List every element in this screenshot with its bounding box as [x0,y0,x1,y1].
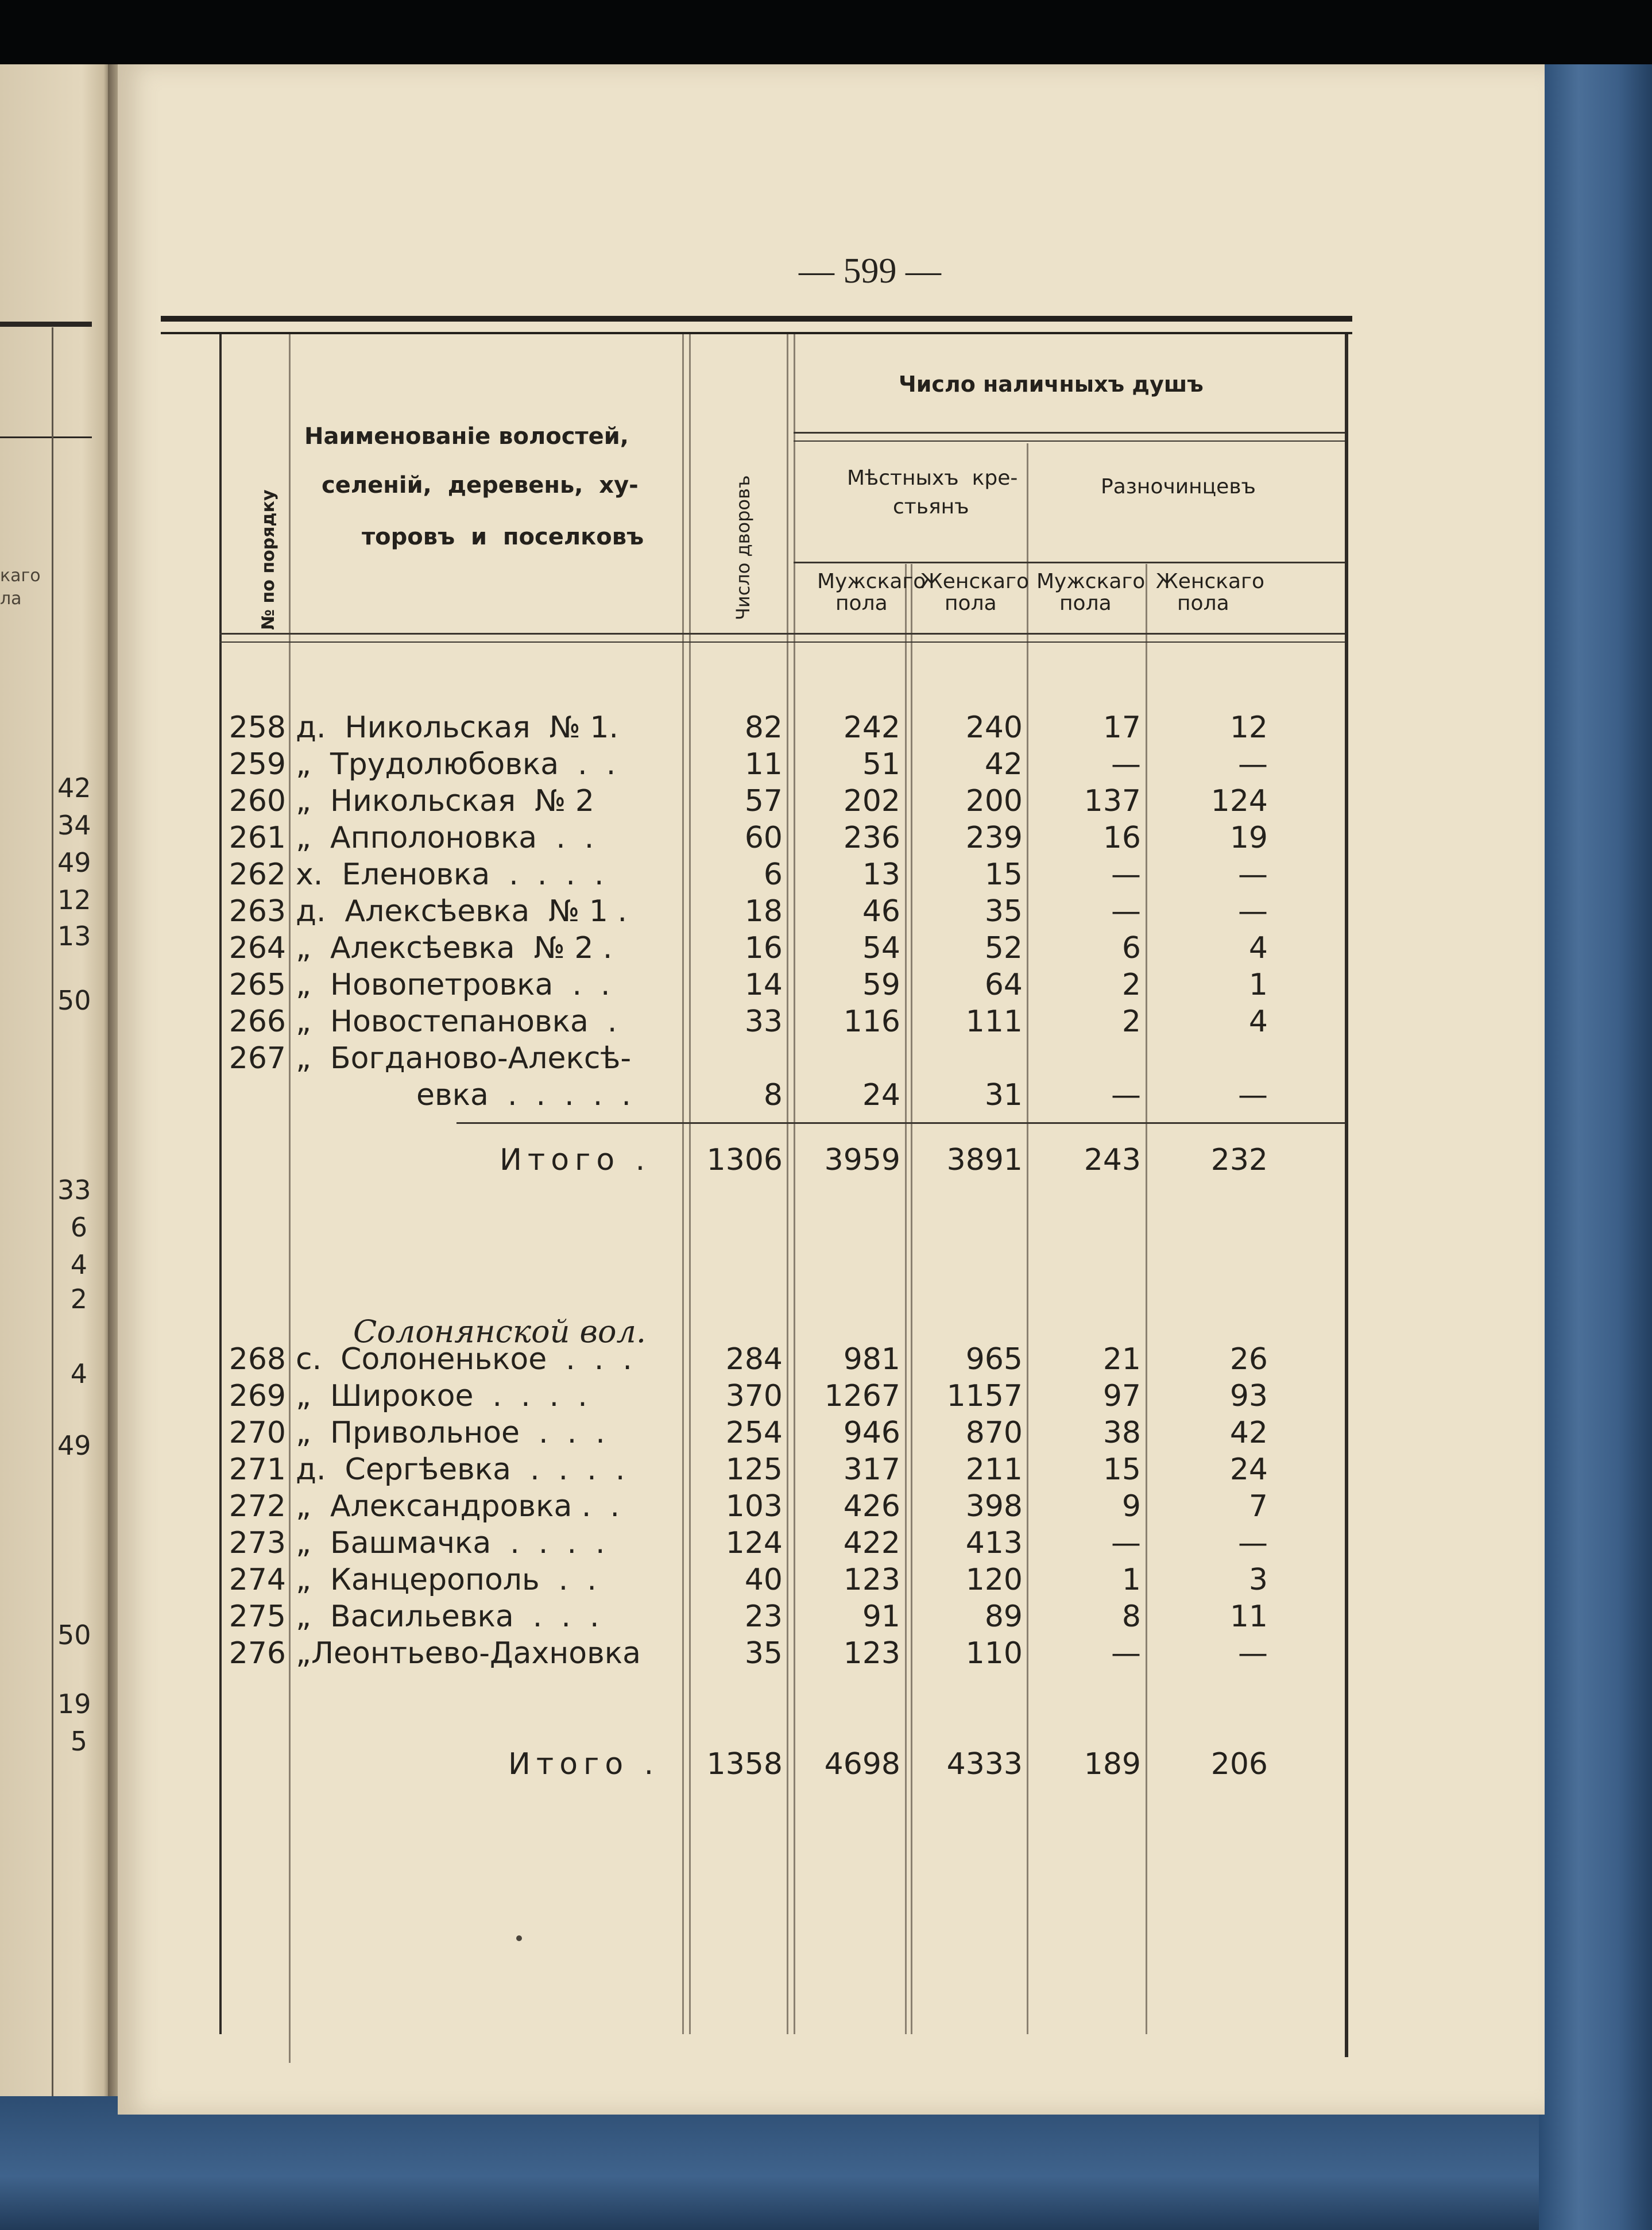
main-page [118,64,1545,2115]
row-yards: 35 [744,1636,783,1671]
row-local-female: 42 [984,747,1023,782]
left-page-number: 49 [57,847,91,878]
row-raz-male: 17 [1102,710,1141,745]
row-raz-male: — [1111,1526,1141,1560]
row-name: х. Еленовка . . . . [296,857,604,892]
row-number: 276 [229,1636,286,1671]
table-row [118,1342,1545,1379]
left-page-number: 42 [57,772,91,803]
book-cover-bottom [0,2096,1652,2230]
header-rf-1: Женскаго [1156,570,1264,593]
row-name: д. Сергѣевка . . . . [296,1452,625,1487]
table-row [118,710,1545,747]
row-local-female: 31 [984,1078,1023,1112]
row-raz-male: 15 [1102,1452,1141,1487]
header-group-local-line1: Мѣстныхъ кре- [847,466,1018,490]
table-row [118,968,1545,1004]
row-local-male: 426 [843,1489,900,1524]
table-row [118,1489,1545,1526]
row-raz-male: 8 [1121,1599,1141,1634]
table-top-rule [161,316,1352,322]
left-page-number: 6 [70,1212,87,1243]
row-yards: 6 [763,857,783,892]
row-number: 268 [229,1342,286,1377]
header-group-souls: Число наличныхъ душъ [899,372,1204,397]
row-yards: 60 [744,821,783,855]
table-row [118,894,1545,931]
total-label: Итого . [500,1143,651,1177]
row-yards: 33 [744,1004,783,1039]
row-number: 259 [229,747,286,782]
table-row [118,1452,1545,1489]
total-yards: 1358 [706,1747,783,1781]
total-local-female: 4333 [946,1747,1023,1781]
row-local-female: 240 [965,710,1023,745]
row-raz-male: 2 [1121,1004,1141,1039]
col-line-local-raz [1027,443,1028,2034]
row-raz-female: 12 [1229,710,1268,745]
row-local-female: 89 [984,1599,1023,1634]
row-yards: 82 [744,710,783,745]
row-raz-female: — [1238,1636,1268,1671]
table-row [118,784,1545,821]
table-row-total [118,1747,1545,1784]
table-row [118,1041,1545,1078]
row-name: д. Алексѣевка № 1 . [296,894,628,929]
table-row [118,1379,1545,1416]
row-number: 258 [229,710,286,745]
header-col-name-line2: селеній, деревень, ху- [322,472,639,498]
row-raz-female: 124 [1210,784,1268,818]
left-page-number: 12 [57,884,91,915]
left-page-number: 34 [57,810,91,841]
row-local-male: 123 [843,1636,900,1671]
row-raz-male: 97 [1102,1379,1141,1413]
row-raz-male: 21 [1102,1342,1141,1377]
left-page-column-line [52,327,53,2223]
header-lf-1: Женскаго [920,570,1029,593]
row-raz-female: 19 [1229,821,1268,855]
total-local-male: 4698 [824,1747,900,1781]
row-number: 272 [229,1489,286,1524]
row-local-male: 54 [862,931,900,965]
header-col-no: № по порядку [258,489,278,630]
header-rf-2: пола [1177,592,1229,615]
row-raz-female: — [1238,894,1268,929]
left-page-number: 2 [70,1284,87,1315]
row-number: 266 [229,1004,286,1039]
row-name: „ Апполоновка . . [296,821,594,855]
left-page-number: 50 [57,1620,91,1651]
row-yards: 8 [763,1078,783,1112]
row-local-male: 46 [862,894,900,929]
row-local-male: 946 [843,1416,900,1450]
table-row [118,1599,1545,1636]
total-label: Итого . [508,1747,660,1781]
row-raz-male: 16 [1102,821,1141,855]
left-page-rule-thin [0,436,92,438]
row-raz-female: 11 [1229,1599,1268,1634]
row-name: „ Васильевка . . . [296,1599,599,1634]
header-lm-1: Мужскаго [817,570,926,593]
table-row [118,821,1545,857]
left-page-number: 50 [57,985,91,1016]
row-local-female: 200 [965,784,1023,818]
row-local-female: 211 [965,1452,1023,1487]
row-yards: 370 [725,1379,783,1413]
row-local-male: 59 [862,968,900,1002]
row-local-male: 91 [862,1599,900,1634]
row-local-male: 24 [862,1078,900,1112]
table-right-border [1345,334,1348,2057]
row-local-male: 116 [843,1004,900,1039]
row-local-male: 123 [843,1563,900,1597]
row-raz-female: 26 [1229,1342,1268,1377]
row-yards: 124 [725,1526,783,1560]
row-name: с. Солоненькое . . . [296,1342,632,1377]
left-page-header-fragment-2: ла [0,589,22,609]
row-local-female: 35 [984,894,1023,929]
total-raz-male: 243 [1084,1143,1141,1177]
total-local-male: 3959 [824,1143,900,1177]
row-local-female: 239 [965,821,1023,855]
row-local-male: 202 [843,784,900,818]
row-name: „ Привольное . . . [296,1416,605,1450]
row-yards: 284 [725,1342,783,1377]
total-raz-female: 232 [1210,1143,1268,1177]
left-page-rule [0,322,92,327]
row-local-male: 236 [843,821,900,855]
left-page-fragment [0,64,109,2109]
header-bottom-line [219,633,1345,635]
row-number: 263 [229,894,286,929]
row-local-male: 981 [843,1342,900,1377]
row-yards: 11 [744,747,783,782]
row-local-female: 870 [965,1416,1023,1450]
row-number: 275 [229,1599,286,1634]
table-row [118,1526,1545,1563]
row-yards: 254 [725,1416,783,1450]
row-raz-female: 7 [1248,1489,1268,1524]
row-name: „ Богданово-Алексѣ- [296,1041,632,1076]
row-local-female: 120 [965,1563,1023,1597]
row-number: 274 [229,1563,286,1597]
left-page-header-fragment-1: каго [0,566,41,586]
header-group-raz: Разночинцевъ [1101,475,1256,498]
row-raz-male: — [1111,1078,1141,1112]
row-raz-male: — [1111,894,1141,929]
row-yards: 16 [744,931,783,965]
row-yards: 40 [744,1563,783,1597]
row-name: „ Новостепановка . [296,1004,617,1039]
row-raz-male: — [1111,747,1141,782]
row-local-male: 317 [843,1452,900,1487]
table-top-rule-thin [161,332,1352,334]
row-raz-male: 38 [1102,1416,1141,1450]
left-page-number: 33 [57,1174,91,1205]
row-raz-male: 1 [1121,1563,1141,1597]
row-raz-female: 93 [1229,1379,1268,1413]
total-yards: 1306 [706,1143,783,1177]
ink-dot [516,1935,522,1941]
row-number: 273 [229,1526,286,1560]
header-lm-2: пола [835,592,888,615]
left-page-number: 13 [57,921,91,952]
left-page-number: 49 [57,1430,91,1461]
row-raz-female: 3 [1248,1563,1268,1597]
left-page-number: 4 [70,1358,87,1389]
table-row [118,1636,1545,1673]
total-a-line [456,1122,1345,1124]
header-rm-1: Мужскаго [1036,570,1146,593]
total-local-female: 3891 [946,1143,1023,1177]
row-yards: 14 [744,968,783,1002]
header-col-yards: Число дворовъ [732,475,754,620]
row-name: „ Никольская № 2 [296,784,594,818]
row-name: евка . . . . . [416,1078,631,1112]
table-row [118,1563,1545,1599]
section-title: Солонянской вол. [353,1313,647,1350]
row-local-female: 398 [965,1489,1023,1524]
row-raz-female: 4 [1248,1004,1268,1039]
row-number: 261 [229,821,286,855]
row-local-female: 52 [984,931,1023,965]
row-name: „Леонтьево-Дахновка [296,1636,641,1671]
row-name: „ Широкое . . . . [296,1379,587,1413]
row-yards: 18 [744,894,783,929]
row-number: 270 [229,1416,286,1450]
row-number: 271 [229,1452,286,1487]
row-raz-female: — [1238,857,1268,892]
table-row [118,931,1545,968]
header-col-name-line1: Наименованіе волостей, [304,423,629,450]
row-local-female: 15 [984,857,1023,892]
row-raz-male: 6 [1121,931,1141,965]
table-row [118,857,1545,894]
left-page-number: 5 [70,1726,87,1757]
col-line-no [289,334,291,2063]
row-number: 265 [229,968,286,1002]
row-raz-male: 9 [1121,1489,1141,1524]
row-yards: 57 [744,784,783,818]
row-raz-male: 137 [1084,784,1141,818]
table-row [118,1078,1545,1115]
row-local-female: 110 [965,1636,1023,1671]
header-bottom-line-2 [219,641,1345,643]
row-raz-male: 2 [1121,968,1141,1002]
row-name: „ Канцерополь . . [296,1563,597,1597]
row-raz-male: — [1111,1636,1141,1671]
total-raz-male: 189 [1084,1747,1141,1781]
row-yards: 125 [725,1452,783,1487]
row-name: „ Новопетровка . . [296,968,610,1002]
book-cover-edge [1539,64,1652,2230]
row-raz-female: — [1238,747,1268,782]
row-name: „ Трудолюбовка . . [296,747,616,782]
row-name: д. Никольская № 1. [296,710,618,745]
row-local-female: 965 [965,1342,1023,1377]
row-raz-female: — [1238,1526,1268,1560]
header-col-name-line3: торовъ и поселковъ [362,524,644,550]
row-raz-female: 4 [1248,931,1268,965]
row-local-male: 51 [862,747,900,782]
row-yards: 103 [725,1489,783,1524]
row-raz-female: — [1238,1078,1268,1112]
row-raz-female: 42 [1229,1416,1268,1450]
row-local-female: 111 [965,1004,1023,1039]
row-local-male: 242 [843,710,900,745]
row-number: 269 [229,1379,286,1413]
row-number: 264 [229,931,286,965]
row-local-female: 413 [965,1526,1023,1560]
page-number: — 599 — [799,252,941,291]
left-page-number: 4 [70,1249,87,1280]
row-local-female: 1157 [946,1379,1023,1413]
row-local-male: 13 [862,857,900,892]
header-line-sub [794,562,1345,563]
header-line-group-2 [794,440,1345,442]
row-name: „ Башмачка . . . . [296,1526,605,1560]
row-local-male: 422 [843,1526,900,1560]
total-raz-female: 206 [1210,1747,1268,1781]
row-number: 262 [229,857,286,892]
row-yards: 23 [744,1599,783,1634]
row-number: 260 [229,784,286,818]
table-row-total [118,1143,1545,1180]
table-row [118,1416,1545,1452]
left-page-number: 19 [57,1688,91,1719]
header-rm-2: пола [1059,592,1112,615]
header-group-local-line2: стьянъ [893,495,969,519]
row-name: „ Александровка . . [296,1489,620,1524]
row-raz-female: 1 [1248,968,1268,1002]
table-row [118,1004,1545,1041]
row-name: „ Алексѣевка № 2 . [296,931,613,965]
background [0,0,1652,68]
table-row [118,747,1545,784]
header-line-group [794,432,1345,434]
row-local-female: 64 [984,968,1023,1002]
row-raz-male: — [1111,857,1141,892]
header-lf-2: пола [945,592,997,615]
row-number: 267 [229,1041,286,1076]
row-raz-female: 24 [1229,1452,1268,1487]
row-local-male: 1267 [824,1379,900,1413]
